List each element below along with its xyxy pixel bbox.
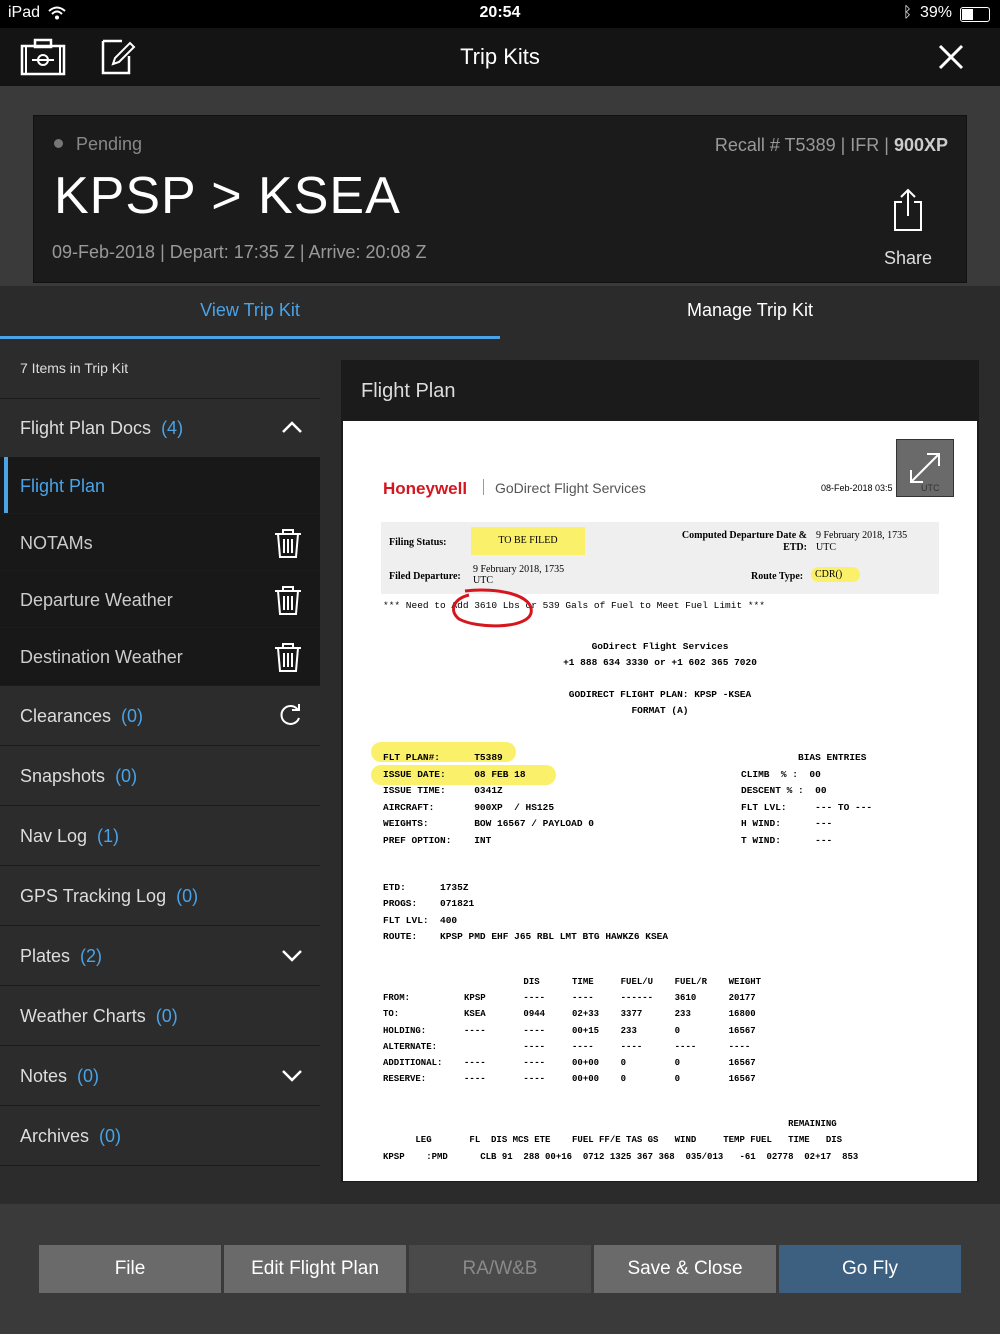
tail-number: 900XP — [893, 135, 948, 155]
sidebar-item-gps-tracking-log[interactable] — [0, 866, 320, 926]
file-button[interactable]: File — [39, 1245, 221, 1293]
chevron-down-icon — [282, 950, 302, 962]
action-bar — [0, 1204, 1000, 1334]
sidebar-item-clearances[interactable] — [0, 686, 320, 746]
service-title: GoDirect Flight Services — [591, 641, 729, 652]
nav-leg-table: REMAINING LEG FL DIS MCS ETE FUEL FF/E TAS GS WIND TEMP FUEL TIME DIS KPSP :PMD CLB 91 288 00+16 0712 1325 367 368 035/013 -61 02778 02+17 853 — [383, 1119, 859, 1162]
filing-status-value: TO BE FILED — [471, 527, 585, 555]
sidebar-item-plates[interactable] — [0, 926, 320, 986]
sidebar-item-count: (0) — [115, 766, 138, 786]
battery-icon — [960, 7, 990, 22]
sidebar-group-flight-plan-docs[interactable] — [0, 398, 320, 458]
plan-info-left: FLT PLAN#: T5389 ISSUE DATE: 08 FEB 18 ISSUE TIME: 0341Z AIRCRAFT: 900XP / HS125 WEIGHTS: BOW 16567 / PAYLOAD 0 PREF OPTION: INT — [383, 752, 594, 846]
sidebar-item-label: Archives — [20, 1126, 90, 1146]
tab-manage-trip-kit[interactable]: Manage Trip Kit — [686, 300, 814, 320]
filing-status-label: Filing Status: — [389, 537, 447, 548]
share-button[interactable] — [883, 188, 933, 268]
computed-value-1: 9 February 2018, 1735 — [816, 530, 908, 541]
sidebar-item-label: GPS Tracking Log — [20, 886, 167, 906]
trip-dates: 09-Feb-2018 | Depart: 17:35 Z | Arrive: 20:08 Z — [52, 242, 427, 262]
annotation-circle — [447, 585, 539, 633]
sidebar-item-count: (2) — [80, 946, 103, 966]
tab-bar — [0, 286, 1000, 338]
trip-kit-sidebar — [0, 342, 320, 1204]
sidebar-item-count: (0) — [176, 886, 199, 906]
sidebar-item-count: (1) — [97, 826, 120, 846]
sidebar-item-label: Notes — [20, 1066, 68, 1086]
sidebar-item-archives[interactable] — [0, 1106, 320, 1166]
chevron-up-icon — [282, 421, 302, 433]
sidebar-item-count: (0) — [77, 1066, 100, 1086]
trip-card — [33, 115, 967, 283]
sidebar-item-flight-plan[interactable] — [0, 457, 320, 514]
logo-divider — [483, 479, 484, 495]
service-name: GoDirect Flight Services — [495, 480, 646, 496]
close-icon[interactable] — [938, 44, 964, 70]
recall-number: Recall # T5389 | IFR | — [714, 135, 894, 155]
filed-departure-value-2: UTC — [473, 575, 493, 586]
items-count: 7 Items in Trip Kit — [20, 360, 129, 376]
sidebar-item-label: Weather Charts — [20, 1006, 146, 1026]
trash-icon[interactable] — [274, 642, 302, 672]
share-icon — [893, 188, 923, 232]
trash-icon[interactable] — [274, 528, 302, 558]
edit-flight-plan-button[interactable]: Edit Flight Plan — [224, 1245, 406, 1293]
sidebar-item-label: NOTAMs — [20, 533, 93, 553]
honeywell-logo: Honeywell — [383, 479, 468, 498]
doc-date: 08-Feb-2018 03:5 — [821, 483, 893, 493]
plan-info-right: BIAS ENTRIES CLIMB % : 00 DESCENT % : 00 FLT LVL: --- TO --- H WIND: --- T WIND: --- — [741, 752, 873, 846]
group-count: (4) — [161, 418, 184, 438]
ra-wb-button[interactable]: RA/W&B — [409, 1245, 591, 1293]
sidebar-item-destination-weather[interactable] — [0, 628, 320, 686]
status-bar — [0, 0, 1000, 28]
route-type-value: CDR() — [811, 567, 860, 582]
trash-icon[interactable] — [274, 585, 302, 615]
bluetooth-icon: ᛒ — [902, 4, 912, 21]
sidebar-item-label: Nav Log — [20, 826, 88, 846]
status-dot — [54, 139, 63, 148]
app-header — [0, 28, 1000, 86]
recall-info — [715, 135, 948, 156]
sidebar-item-label: Departure Weather — [20, 590, 173, 610]
sidebar-item-snapshots[interactable] — [0, 746, 320, 806]
filed-departure-value-1: 9 February 2018, 1735 — [473, 564, 565, 575]
sidebar-item-count: (0) — [121, 706, 144, 726]
device-label: iPad — [8, 4, 41, 21]
trip-route: KPSP > KSEA — [54, 167, 401, 225]
flight-plan-document[interactable] — [343, 421, 977, 1181]
document-title: Flight Plan — [361, 380, 456, 402]
route-block: ETD: 1735Z PROGS: 071821 FLT LVL: 400 ROUTE: KPSP PMD EHF J65 RBL LMT BTG HAWKZ6 KSEA — [383, 882, 669, 942]
sidebar-item-count: (0) — [155, 1006, 178, 1026]
fuel-note: *** Need to Add 3610 Lbs or 539 Gals of Fuel to Meet Fuel Limit *** — [383, 600, 765, 611]
sidebar-item-notams[interactable] — [0, 514, 320, 571]
route-type-label: Route Type: — [751, 571, 804, 582]
share-label: Share — [883, 248, 933, 268]
battery-percent: 39% — [919, 4, 952, 21]
computed-label-2: ETD: — [783, 542, 807, 553]
sidebar-item-label: Plates — [20, 946, 71, 966]
go-fly-button[interactable]: Go Fly — [779, 1245, 961, 1293]
sidebar-item-label: Snapshots — [20, 766, 106, 786]
clock: 20:54 — [479, 4, 521, 21]
sidebar-item-label: Flight Plan — [20, 476, 106, 496]
plan-format: FORMAT (A) — [631, 705, 689, 716]
computed-value-2: UTC — [816, 542, 836, 553]
trip-status: Pending — [76, 134, 143, 154]
doc-date-utc: UTC — [921, 483, 940, 493]
group-label: Flight Plan Docs — [20, 418, 152, 438]
sidebar-item-departure-weather[interactable] — [0, 571, 320, 628]
page-title: Trip Kits — [460, 44, 540, 69]
sidebar-item-count: (0) — [99, 1126, 122, 1146]
refresh-icon[interactable] — [278, 704, 302, 728]
sidebar-item-notes[interactable] — [0, 1046, 320, 1106]
filed-departure-label: Filed Departure: — [389, 571, 461, 582]
sidebar-item-weather-charts[interactable] — [0, 986, 320, 1046]
computed-label-1: Computed Departure Date & — [681, 530, 807, 541]
plan-title: GODIRECT FLIGHT PLAN: KPSP -KSEA — [568, 689, 752, 700]
tab-view-trip-kit[interactable]: View Trip Kit — [0, 286, 500, 339]
service-phones: +1 888 634 3330 or +1 602 365 7020 — [563, 657, 757, 668]
fuel-table: DIS TIME FUEL/U FUEL/R WEIGHT FROM: KPSP ---- ---- ------ 3610 20177 TO: KSEA 0944 02+33 3377 233 16800 HOLDING: ---- ---- 00+15 233 0 16567 ALTERNATE: ---- ---- ---- ---- ---- ADDITIONAL: ---- ---- 00+00 0 0 16567 RESERVE: ---- ---- 00+00 0 0 16567 — [383, 977, 762, 1085]
chevron-down-icon — [282, 1070, 302, 1082]
sidebar-item-label: Destination Weather — [20, 647, 183, 667]
save-close-button[interactable]: Save & Close — [594, 1245, 776, 1293]
sidebar-item-label: Clearances — [20, 706, 112, 726]
sidebar-item-nav-log[interactable] — [0, 806, 320, 866]
